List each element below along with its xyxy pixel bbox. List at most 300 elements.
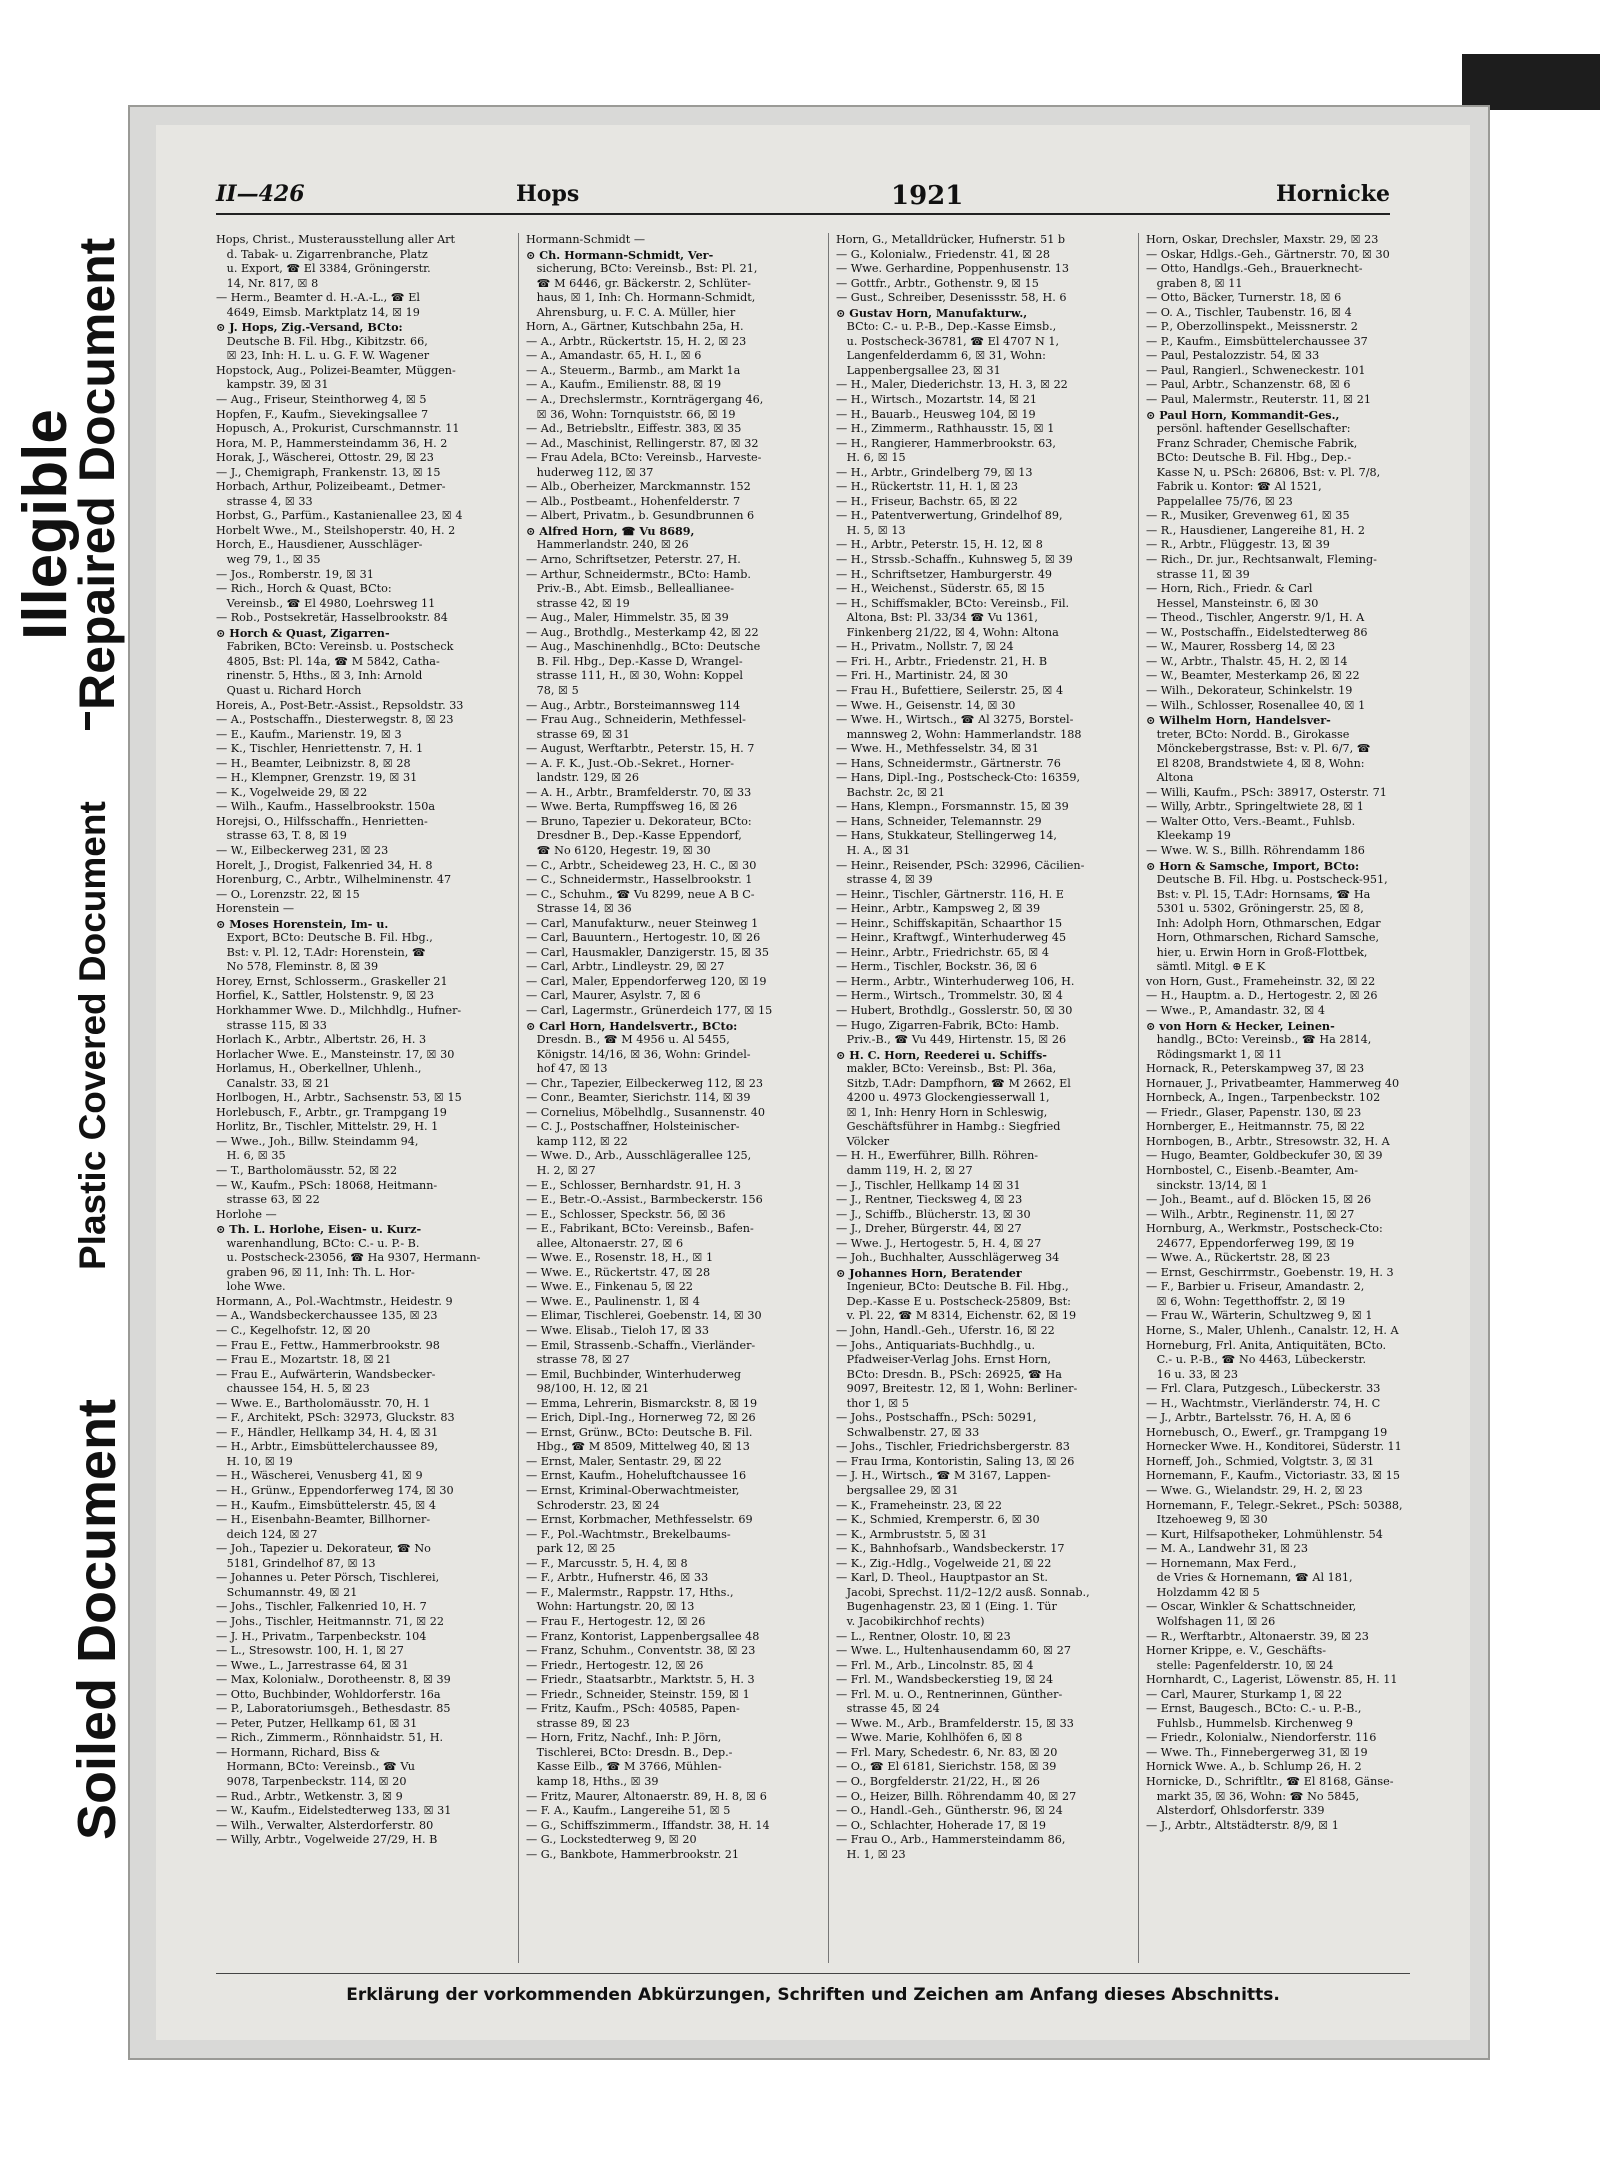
directory-entry: — R., Hausdiener, Langereihe 81, H. 2 [1146,523,1365,537]
directory-entry: — O., Heizer, Billh. Röhrendamm 40, ☒ 27 [836,1789,1077,1803]
directory-entry: — Wwe. E., Paulinenstr. 1, ☒ 4 [526,1294,700,1308]
directory-entry: lohe Wwe. [216,1280,286,1294]
directory-entry: Deutsche B. Fil. Hbg., Kibitzstr. 66, [216,334,428,348]
directory-entry: Hornemann, F., Telegr.-Sekret., PSch: 50388, [1146,1498,1403,1512]
directory-entry: — Bruno, Tapezier u. Dekorateur, BCto: [526,814,752,828]
directory-entry: park 12, ☒ 25 [526,1542,616,1556]
directory-entry: — Carl, Hausmakler, Danzigerstr. 15, ☒ 35 [526,945,769,959]
directory-entry: — H., Privatm., Nollstr. 7, ☒ 24 [836,640,1014,654]
directory-entry: ⊙ Horn & Samsche, Import, BCto: [1146,858,1360,873]
directory-entry: 4649, Eimsb. Marktplatz 14, ☒ 19 [216,305,420,319]
directory-entry: — O., Schlachter, Hoherade 17, ☒ 19 [836,1818,1046,1832]
directory-entry: Horner Krippe, e. V., Geschäfts- [1146,1644,1327,1658]
directory-entry: Sitzb, T.Adr: Dampfhorn, ☎ M 2662, El [836,1076,1071,1090]
directory-entry: — Wwe. H., Geisenstr. 14, ☒ 30 [836,698,1016,712]
directory-entry: — Arno, Schriftsetzer, Peterstr. 27, H. [526,553,741,567]
directory-entry: rinenstr. 5, Hths., ☒ 3, Inh: Arnold [216,669,423,683]
directory-entry: strasse 4, ☒ 39 [836,873,933,887]
directory-entry: — Frau Aug., Schneiderin, Methfessel- [526,713,746,727]
directory-entry: — Jos., Romberstr. 19, ☒ 31 [216,567,374,581]
directory-entry: Horelt, J., Drogist, Falkenried 34, H. 8 [216,858,433,872]
directory-entry: — Hans, Schneidermstr., Gärtnerstr. 76 [836,756,1061,770]
directory-entry: v. Pl. 22, ☎ M 8314, Eichenstr. 62, ☒ 19 [836,1309,1077,1323]
directory-entry: — T., Bartholomäusstr. 52, ☒ 22 [216,1164,398,1177]
directory-entry: Priv.-B., ☎ Vu 449, Hirtenstr. 15, ☒ 26 [836,1033,1067,1047]
directory-entry: Horlebusch, F., Arbtr., gr. Trampgang 19 [216,1105,447,1119]
directory-entry: — E., Schlosser, Bernhardstr. 91, H. 3 [526,1178,741,1192]
directory-entry: — Franz, Kontorist, Lappenbergsallee 48 [526,1629,760,1643]
directory-entry: — H., Friseur, Bachstr. 65, ☒ 22 [836,494,1018,508]
directory-entry: haus, ☒ 1, Inh: Ch. Hormann-Schmidt, [526,291,756,305]
directory-entry: — Ernst, Grünw., BCto: Deutsche B. Fil. [526,1425,753,1439]
directory-entry: — F., Arbtr., Hufnerstr. 46, ☒ 33 [526,1571,709,1585]
directory-entry: — Frl. M., Arb., Lincolnstr. 85, ☒ 4 [836,1658,1034,1672]
directory-entry: — H., Arbtr., Peterstr. 15, H. 12, ☒ 8 [836,538,1043,552]
directory-entry: — C., Kegelhofstr. 12, ☒ 20 [216,1324,371,1338]
directory-entry: H. 2, ☒ 27 [526,1164,596,1177]
directory-entry: — C., Arbtr., Scheideweg 23, H. C., ☒ 30 [526,858,757,872]
directory-entry: Strasse 14, ☒ 36 [526,902,632,916]
directory-entry: — O. A., Tischler, Taubenstr. 16, ☒ 4 [1146,305,1352,319]
directory-entry: Horenstein — [216,902,295,916]
directory-entry: — Paul, Pestalozzistr. 54, ☒ 33 [1146,349,1320,363]
directory-entry: Ingenieur, BCto: Deutsche B. Fil. Hbg., [836,1280,1069,1294]
directory-entry: Hopfen, F., Kaufm., Sievekingsallee 7 [216,407,429,421]
directory-entry: — Hans, Stukkateur, Stellingerweg 14, [836,829,1057,843]
directory-entry: — Ernst, Geschirrmstr., Goebenstr. 19, H. 3 [1146,1265,1394,1279]
directory-entry: — Kurt, Hilfsapotheker, Lohmühlenstr. 54 [1146,1527,1383,1541]
directory-entry: — Rich., Dr. jur., Rechtsanwalt, Fleming- [1146,553,1377,567]
directory-entry: — Wwe. J., Hertogestr. 5, H. 4, ☒ 27 [836,1236,1042,1250]
directory-entry: Bst: v. Pl. 12, T.Adr: Horenstein, ☎ [216,945,426,959]
directory-entry: Schroderstr. 23, ☒ 24 [526,1498,660,1512]
directory-entry: — Gottfr., Arbtr., Gothenstr. 9, ☒ 15 [836,276,1039,290]
directory-entry: — H., Schiffsmakler, BCto: Vereinsb., Fil. [836,596,1070,610]
directory-entry: warenhandlung, BCto: C.- u. P.- B. [216,1236,420,1250]
directory-entry: — Emil, Strassenb.-Schaffn., Vierländer- [526,1338,756,1352]
directory-entry: — Wilh., Kaufm., Hasselbrookstr. 150a [216,800,436,814]
directory-entry: H. 6, ☒ 15 [836,451,906,465]
directory-entry: thor 1, ☒ 5 [836,1396,909,1410]
directory-entry: Dep.-Kasse E u. Postscheck-25809, Bst: [836,1294,1071,1308]
directory-entry: ⊙ H. C. Horn, Reederei u. Schiffs- [836,1047,1047,1062]
directory-entry: Vereinsb., ☎ El 4980, Loehrsweg 11 [216,596,436,610]
directory-entry: — Wwe. E., Rosenstr. 18, H., ☒ 1 [526,1251,714,1265]
directory-entry: — W., Eilbeckerweg 231, ☒ 23 [216,843,389,857]
directory-entry: hier, u. Erwin Horn in Groß-Flottbek, [1146,945,1368,959]
directory-entry: allee, Altonaerstr. 27, ☒ 6 [526,1236,684,1250]
directory-entry: ⊙ Carl Horn, Handelsvertr., BCto: [526,1018,738,1033]
directory-entry: — A. F. K., Just.-Ob.-Sekret., Horner- [526,756,735,770]
directory-entry: — Emil, Buchbinder, Winterhuderweg [526,1367,742,1381]
directory-entry: — Aug., Brothdlg., Mesterkamp 42, ☒ 22 [526,625,759,639]
directory-entry: — Johs., Tischler, Falkenried 10, H. 7 [216,1600,427,1614]
directory-entry: strasse 4, ☒ 33 [216,494,313,508]
directory-entry: — Hormann, Richard, Biss & [216,1745,380,1759]
directory-entry: — G., Bankbote, Hammerbrookstr. 21 [526,1847,740,1861]
directory-entry: Dresdn. B., ☎ M 4956 u. Al 5455, [526,1033,730,1047]
directory-entry: — O., Borgfelderstr. 21/22, H., ☒ 26 [836,1774,1040,1788]
column-divider [828,233,829,1963]
directory-entry: Horey, Ernst, Schlosserm., Graskeller 21 [216,974,448,988]
directory-entry: — Rob., Postsekretär, Hasselbrookstr. 84 [216,611,448,625]
directory-entry: 9078, Tarpenbeckstr. 114, ☒ 20 [216,1774,407,1788]
directory-entry: — Joh., Buchhalter, Ausschlägerweg 34 [836,1251,1060,1265]
directory-entry: damm 119, H. 2, ☒ 27 [836,1164,973,1177]
directory-entry: — Willi, Kaufm., PSch: 38917, Osterstr. 71 [1146,785,1387,799]
directory-entry: — Carl, Maurer, Sturkamp 1, ☒ 22 [1146,1687,1343,1701]
directory-entry: Horneburg, Frl. Anita, Antiquitäten, BCto. [1146,1338,1387,1352]
directory-entry: landstr. 129, ☒ 26 [526,771,640,785]
directory-entry: Tischlerei, BCto: Dresdn. B., Dep.- [526,1745,733,1759]
directory-entry: ⊙ J. Hops, Zig.-Versand, BCto: [216,320,403,335]
directory-entry: — Herm., Beamter d. H.-A.-L., ☎ El [216,291,421,305]
directory-entry: — Frau Adela, BCto: Vereinsb., Harveste- [526,451,762,465]
directory-entry: — K., Zig.-Hdlg., Vogelweide 21, ☒ 22 [836,1556,1052,1570]
directory-entry: de Vries & Hornemann, ☎ Al 181, [1146,1571,1353,1585]
directory-entry: — H., Kaufm., Eimsbüttelerstr. 45, ☒ 4 [216,1498,436,1512]
directory-entry: — Herm., Tischler, Bockstr. 36, ☒ 6 [836,960,1037,974]
directory-entry: Hessel, Mansteinstr. 6, ☒ 30 [1146,596,1319,610]
directory-entry: — H., Wäscherei, Venusberg 41, ☒ 9 [216,1469,423,1483]
directory-entry: — J., Arbtr., Bartelsstr. 76, H. A, ☒ 6 [1146,1411,1352,1425]
directory-entry: — F., Architekt, PSch: 32973, Gluckstr. 83 [216,1411,455,1425]
directory-entry: — Fritz, Kaufm., PSch: 40585, Papen- [526,1702,740,1716]
directory-entry: — Otto, Bäcker, Turnerstr. 18, ☒ 6 [1146,291,1342,305]
directory-entry: 98/100, H. 12, ☒ 21 [526,1382,650,1396]
header-first-name: Hops [516,181,580,207]
directory-entry: graben 8, ☒ 11 [1146,276,1243,290]
label-plastic-covered-document: Plastic Covered Document [72,801,113,1270]
directory-entry: strasse 115, ☒ 33 [216,1018,327,1032]
directory-entry: BCto: Dresdn. B., PSch: 26925, ☎ Ha [836,1367,1062,1381]
directory-entry: persönl. haftender Gesellschafter: [1146,422,1351,436]
directory-entry: — Karl, D. Theol., Hauptpastor an St. [836,1571,1048,1585]
directory-entry: — Gust., Schreiber, Desenissstr. 58, H. 6 [836,291,1067,305]
directory-entry: Pfadweiser-Verlag Johs. Ernst Horn, [836,1353,1051,1367]
directory-entry: Itzehoeweg 9, ☒ 30 [1146,1513,1268,1527]
directory-entry: u. Postscheck-36781, ☎ El 4707 N 1, [836,334,1060,348]
directory-entry: Fuhlsb., Hummelsb. Kirchenweg 9 [1146,1716,1353,1730]
directory-entry: sinckstr. 13/14, ☒ 1 [1146,1178,1268,1192]
directory-entry: — H., Wachtmstr., Vierländerstr. 74, H. C [1146,1396,1381,1410]
directory-entry: — John, Handl.-Geh., Uferstr. 16, ☒ 22 [836,1324,1055,1338]
directory-entry: — Cornelius, Möbelhdlg., Susannenstr. 40 [526,1105,765,1119]
directory-entry: kamp 18, Hths., ☒ 39 [526,1774,659,1788]
directory-entry: Kasse Eilb., ☎ M 3766, Mühlen- [526,1760,722,1774]
directory-entry: Hopstock, Aug., Polizei-Beamter, Müggen- [216,363,456,377]
directory-entry: ⊙ Johannes Horn, Beratender [836,1265,1022,1280]
directory-entry: — H., Bauarb., Heusweg 104, ☒ 19 [836,407,1036,421]
directory-entry: — F., Händler, Hellkamp 34, H. 4, ☒ 31 [216,1425,439,1439]
directory-entry: — K., Vogelweide 29, ☒ 22 [216,785,368,799]
directory-entry: — H., Grünw., Eppendorferweg 174, ☒ 30 [216,1484,454,1498]
column-4 [1146,233,1441,1963]
directory-entry: — Wwe. G., Wielandstr. 29, H. 2, ☒ 23 [1146,1484,1363,1498]
directory-entry: — Frau E., Mozartstr. 18, ☒ 21 [216,1353,392,1367]
directory-entry: — O., Handl.-Geh., Güntherstr. 96, ☒ 24 [836,1804,1063,1818]
directory-entry: — Carl, Arbtr., Lindleystr. 29, ☒ 27 [526,960,725,974]
directory-entry: ☒ 1, Inh: Henry Horn in Schleswig, [836,1105,1048,1119]
directory-entry: — Wilh., Verwalter, Alsterdorferstr. 80 [216,1818,434,1832]
directory-entry: huderweg 112, ☒ 37 [526,465,654,479]
directory-entry: strasse 89, ☒ 23 [526,1716,630,1730]
directory-entry: 24677, Eppendorferweg 199, ☒ 19 [1146,1236,1355,1250]
directory-entry: — Alb., Oberheizer, Marckmannstr. 152 [526,480,751,494]
directory-entry: — Wilh., Schlosser, Rosenallee 40, ☒ 1 [1146,698,1366,712]
page-header [216,177,1390,215]
directory-entry: — E., Kaufm., Marienstr. 19, ☒ 3 [216,727,402,741]
directory-entry: — Herm., Arbtr., Winterhuderweg 106, H. [836,974,1075,988]
directory-entry: — Friedr., Glaser, Papenstr. 130, ☒ 23 [1146,1105,1362,1119]
directory-entry: Quast u. Richard Horch [216,683,362,697]
directory-entry: — H., Wirtsch., Mozartstr. 14, ☒ 21 [836,393,1038,407]
directory-entry: ⊙ von Horn & Hecker, Leinen- [1146,1018,1335,1033]
directory-entry: Horlach K., Arbtr., Albertstr. 26, H. 3 [216,1033,427,1047]
directory-entry: Horbst, G., Parfüm., Kastanienallee 23, ☒ 4 [216,509,463,523]
directory-entry: sämtl. Mitgl. ⊕ E K [1146,960,1266,974]
directory-entry: — Wwe. E., Rückertstr. 47, ☒ 28 [526,1265,711,1279]
directory-entry: — H., Maler, Diederichstr. 13, H. 3, ☒ 22 [836,378,1068,392]
directory-columns [216,233,1410,1963]
directory-entry: — H., Klempner, Grenzstr. 19, ☒ 31 [216,771,418,785]
directory-entry: — Johs., Tischler, Heitmannstr. 71, ☒ 22 [216,1614,445,1628]
directory-entry: Horn, A., Gärtner, Kutschbahn 25a, H. [526,320,744,334]
directory-entry: — Hans, Dipl.-Ing., Postscheck-Cto: 16359, [836,771,1081,785]
directory-entry: — Willy, Arbtr., Vogelweide 27/29, H. B [216,1833,438,1847]
directory-entry: Horn, Othmarschen, Richard Samsche, [1146,931,1380,945]
directory-entry: — F., Malermstr., Rappstr. 17, Hths., [526,1585,734,1599]
directory-entry: — Frau W., Wärterin, Schultzweg 9, ☒ 1 [1146,1309,1373,1323]
directory-entry: — Friedr., Schneider, Steinstr. 159, ☒ 1 [526,1687,750,1701]
directory-entry: — Arthur, Schneidermstr., BCto: Hamb. [526,567,751,581]
directory-entry: — Carl, Manufakturw., neuer Steinweg 1 [526,916,759,930]
header-last-name: Hornicke [1275,181,1390,207]
directory-entry: 5181, Grindelhof 87, ☒ 13 [216,1556,376,1570]
directory-entry: — Hans, Schneider, Telemannstr. 29 [836,814,1042,828]
directory-entry: — Erich, Dipl.-Ing., Hornerweg 72, ☒ 26 [526,1411,756,1425]
directory-entry: — A., Steuerm., Barmb., am Markt 1a [526,363,741,377]
directory-entry: — Wwe. L., Hultenhausendamm 60, ☒ 27 [836,1644,1071,1658]
directory-entry: — H., Zimmerm., Rathhausstr. 15, ☒ 1 [836,422,1055,436]
directory-entry: BCto: Deutsche B. Fil. Hbg., Dep.- [1146,451,1352,465]
directory-entry: strasse 78, ☒ 27 [526,1353,630,1367]
directory-entry: strasse 63, ☒ 22 [216,1193,320,1207]
directory-entry: — J., Dreher, Bürgerstr. 44, ☒ 27 [836,1222,1022,1236]
column-3 [836,233,1131,1963]
directory-entry: Horbelt Wwe., M., Steilshoperstr. 40, H. 2 [216,523,456,537]
directory-entry: Alsterdorf, Ohlsdorferstr. 339 [1146,1804,1325,1818]
directory-entry: — H., Hauptm. a. D., Hertogestr. 2, ☒ 26 [1146,989,1378,1003]
directory-entry: stelle: Pagenfelderstr. 10, ☒ 24 [1146,1658,1334,1672]
directory-entry: Hbg., ☎ M 8509, Mittelweg 40, ☒ 13 [526,1440,750,1454]
directory-entry: — F., Barbier u. Friseur, Amandastr. 2, [1146,1280,1365,1294]
directory-entry: — J., Schiffb., Blücherstr. 13, ☒ 30 [836,1207,1031,1221]
directory-entry: — Aug., Maler, Himmelstr. 35, ☒ 39 [526,611,729,625]
directory-entry: Bachstr. 2c, ☒ 21 [836,785,945,799]
directory-entry: — Wwe. Marie, Kohlhöfen 6, ☒ 8 [836,1731,1023,1745]
directory-entry: — M. A., Landwehr 31, ☒ 23 [1146,1542,1309,1556]
directory-entry: — Ad., Betriebsltr., Eiffestr. 383, ☒ 35 [526,422,742,436]
column-divider [1138,233,1139,1963]
directory-entry: strasse 111, H., ☒ 30, Wohn: Koppel [526,669,743,683]
directory-entry: — Franz, Schuhm., Conventstr. 38, ☒ 23 [526,1644,756,1658]
directory-entry: — Conr., Beamter, Sierichstr. 114, ☒ 39 [526,1091,751,1105]
directory-entry: strasse 69, ☒ 31 [526,727,630,741]
directory-entry: Lappenbergsallee 23, ☒ 31 [836,363,1001,377]
directory-entry: — Theod., Tischler, Angerstr. 9/1, H. A [1146,611,1365,625]
directory-entry: ⊙ Ch. Hormann-Schmidt, Ver- [526,247,714,262]
directory-entry: — E., Fabrikant, BCto: Vereinsb., Bafen- [526,1222,754,1236]
directory-entry: — W., Arbtr., Thalstr. 45, H. 2, ☒ 14 [1146,654,1348,668]
directory-entry: — Heinr., Kraftwgf., Winterhuderweg 45 [836,931,1067,945]
directory-entry: — O., ☎ El 6181, Sierichstr. 158, ☒ 39 [836,1760,1057,1774]
directory-entry: — Rich., Horch & Quast, BCto: [216,582,392,596]
directory-entry: ☒ 6, Wohn: Tegetthoffstr. 2, ☒ 19 [1146,1294,1346,1308]
directory-entry: — Max, Kolonialw., Dorotheenstr. 8, ☒ 39 [216,1673,451,1687]
directory-entry: Kleekamp 19 [1146,829,1231,843]
directory-entry: — Johs., Postschaffn., PSch: 50291, [836,1411,1037,1425]
directory-entry: — Ernst, Kaufm., Hoheluftchaussee 16 [526,1469,747,1483]
directory-entry: Canalstr. 33, ☒ 21 [216,1076,330,1090]
directory-entry: Schwalbenstr. 27, ☒ 33 [836,1425,980,1439]
directory-entry: — K., Schmied, Kremperstr. 6, ☒ 30 [836,1513,1040,1527]
directory-entry: Hornhardt, C., Lagerist, Löwenstr. 85, H. 11 [1146,1673,1398,1687]
directory-entry: u. Export, ☎ El 3384, Gröningerstr. [216,262,431,276]
directory-entry: — Frau Irma, Kontoristin, Saling 13, ☒ 26 [836,1454,1075,1468]
directory-entry: Bst: v. Pl. 15, T.Adr: Hornsams, ☎ Ha [1146,887,1371,901]
scan-dark-corner [1462,54,1600,110]
directory-entry: — R., Arbtr., Flüggestr. 13, ☒ 39 [1146,538,1330,552]
directory-entry: handlg., BCto: Vereinsb., ☎ Ha 2814, [1146,1033,1372,1047]
directory-entry: Hornick Wwe. A., b. Schlump 26, H. 2 [1146,1760,1362,1774]
directory-entry: — Wwe., Joh., Billw. Steindamm 94, [216,1134,419,1148]
directory-entry: Horlitz, Br., Tischler, Mittelstr. 29, H. 1 [216,1120,439,1134]
directory-entry: Fabrik u. Kontor: ☎ Al 1521, [1146,480,1322,494]
directory-entry: — Chr., Tapezier, Eilbeckerweg 112, ☒ 23 [526,1076,763,1090]
directory-entry: — H., Arbtr., Eimsbüttelerchaussee 89, [216,1440,439,1454]
directory-entry: v. Jacobikirchhof rechts) [836,1614,985,1628]
footer-rule [216,1973,1410,1974]
directory-entry: — Heinr., Arbtr., Kampsweg 2, ☒ 39 [836,902,1041,916]
directory-entry: BCto: C.- u. P.-B., Dep.-Kasse Eimsb., [836,320,1057,334]
directory-entry: kampstr. 39, ☒ 31 [216,378,329,392]
directory-entry: Altona [1146,771,1194,785]
directory-entry: Hornemann, F., Kaufm., Victoriastr. 33, ☒ 15 [1146,1469,1400,1483]
directory-entry: ⊙ Gustav Horn, Manufakturw., [836,305,1028,320]
directory-entry: — Paul, Rangierl., Schweneckestr. 101 [1146,363,1366,377]
directory-entry: Horn, Oskar, Drechsler, Maxstr. 29, ☒ 23 [1146,233,1379,246]
directory-entry: — H., Beamter, Leibnizstr. 8, ☒ 28 [216,756,411,770]
directory-entry: u. Postscheck-23056, ☎ Ha 9307, Hermann- [216,1251,481,1265]
directory-entry: weg 79, 1., ☒ 35 [216,553,321,567]
directory-entry: — L., Rentner, Olostr. 10, ☒ 23 [836,1629,1011,1643]
directory-entry: — L., Stresowstr. 100, H. 1, ☒ 27 [216,1644,404,1658]
directory-entry: d. Tabak- u. Zigarrenbranche, Platz [216,247,428,261]
label-soiled-document: Soiled Document [67,1398,127,1840]
label-illegible: Illegible [11,409,80,640]
directory-entry: — E., Betr.-O.-Assist., Barmbeckerstr. 156 [526,1193,763,1207]
directory-entry: — A., Kaufm., Emilienstr. 88, ☒ 19 [526,378,722,392]
directory-entry: — A., Wandsbeckerchaussee 135, ☒ 23 [216,1309,438,1323]
directory-entry: — J., Tischler, Hellkamp 14 ☒ 31 [836,1178,1021,1192]
directory-entry: — Johannes u. Peter Pörsch, Tischlerei, [216,1571,440,1585]
directory-entry: kamp 112, ☒ 22 [526,1134,628,1148]
header-year: 1921 [891,181,964,211]
directory-entry: — Elimar, Tischlerei, Goebenstr. 14, ☒ 30 [526,1309,762,1323]
directory-entry: — G., Kolonialw., Friedenstr. 41, ☒ 28 [836,247,1050,261]
directory-entry: — Joh., Beamt., auf d. Blöcken 15, ☒ 26 [1146,1193,1372,1207]
directory-entry: — E., Schlosser, Speckstr. 56, ☒ 36 [526,1207,726,1221]
directory-entry: — J. H., Wirtsch., ☎ M 3167, Lappen- [836,1469,1051,1483]
directory-entry: strasse 42, ☒ 19 [526,596,630,610]
directory-entry: — H. H., Ewerführer, Billh. Röhren- [836,1149,1039,1163]
directory-entry: Langenfelderdamm 6, ☒ 31, Wohn: [836,349,1046,363]
directory-entry: bergsallee 29, ☒ 31 [836,1484,959,1498]
directory-entry: Ahrensburg, u. F. C. A. Müller, hier [526,305,736,319]
directory-entry: treter, BCto: Nordd. B., Girokasse [1146,727,1350,741]
directory-entry: — W., Postschaffn., Eidelstedterweg 86 [1146,625,1368,639]
directory-entry: Hornbostel, C., Eisenb.-Beamter, Am- [1146,1164,1359,1177]
directory-entry: — Alb., Postbeamt., Hohenfelderstr. 7 [526,494,741,508]
directory-entry: H. A., ☒ 31 [836,843,911,857]
directory-entry: — Wwe. Elisab., Tieloh 17, ☒ 33 [526,1324,710,1338]
directory-entry: — Paul, Arbtr., Schanzenstr. 68, ☒ 6 [1146,378,1351,392]
directory-entry: — Frau E., Aufwärterin, Wandsbecker- [216,1367,436,1381]
directory-entry: — Heinr., Schiffskapitän, Schaarthor 15 [836,916,1063,930]
page-number: II—426 [216,181,305,207]
directory-entry: — Carl, Maler, Eppendorferweg 120, ☒ 19 [526,974,767,988]
column-2 [526,233,821,1963]
directory-entry: Hammerlandstr. 240, ☒ 26 [526,538,689,552]
directory-entry: H. 6, ☒ 35 [216,1149,286,1163]
directory-entry: Horch, E., Hausdiener, Ausschläger- [216,538,423,552]
directory-entry: Kasse N, u. PSch: 26806, Bst: v. Pl. 7/8, [1146,465,1381,479]
directory-entry: strasse 45, ☒ 24 [836,1702,940,1716]
directory-entry: — A., Amandastr. 65, H. I., ☒ 6 [526,349,702,363]
directory-entry: — P., Kaufm., Eimsbüttelerchaussee 37 [1146,334,1368,348]
directory-entry: — R., Werftarbtr., Altonaerstr. 39, ☒ 23 [1146,1629,1369,1643]
directory-entry: — Ernst, Kriminal-Oberwachtmeister, [526,1484,740,1498]
directory-entry: Hopusch, A., Prokurist, Curschmannstr. 11 [216,422,460,436]
directory-entry: — Friedr., Hertogestr. 12, ☒ 26 [526,1658,704,1672]
directory-entry: — J., Rentner, Tiecksweg 4, ☒ 23 [836,1193,1023,1207]
directory-entry: ☒ 23, Inh: H. L. u. G. F. W. Wagener [216,349,430,363]
directory-entry: — Otto, Handlgs.-Geh., Brauerknecht- [1146,262,1363,276]
directory-entry: — K., Frameheinstr. 23, ☒ 22 [836,1498,1003,1512]
directory-entry: makler, BCto: Vereinsb., Bst: Pl. 36a, [836,1062,1057,1076]
directory-entry: 14, Nr. 817, ☒ 8 [216,276,319,290]
directory-entry: Horfiel, K., Sattler, Holstenstr. 9, ☒ 23 [216,989,435,1003]
directory-entry: Hornauer, J., Privatbeamter, Hammerweg 40 [1146,1076,1400,1090]
directory-entry: Hornicke, D., Schriftltr., ☎ El 8168, Gänse- [1146,1774,1394,1788]
directory-entry: — Horn, Fritz, Nachf., Inh: P. Jörn, [526,1731,722,1745]
directory-entry: — Carl, Maurer, Asylstr. 7, ☒ 6 [526,989,701,1003]
directory-page [128,105,1490,2060]
directory-entry: — Ad., Maschinist, Rellingerstr. 87, ☒ 32 [526,436,759,450]
directory-entry: — Hornemann, Max Ferd., [1146,1556,1297,1570]
directory-entry: — Wwe. H., Methfesselstr. 34, ☒ 31 [836,742,1039,756]
directory-entry: H. 1, ☒ 23 [836,1847,906,1861]
directory-entry: mannsweg 2, Wohn: Hammerlandstr. 188 [836,727,1082,741]
directory-entry: El 8208, Brandstwiete 4, ☒ 8, Wohn: [1146,756,1365,770]
directory-entry: — Wilh., Dekorateur, Schinkelstr. 19 [1146,683,1353,697]
directory-entry: — August, Werftarbtr., Peterstr. 15, H. 7 [526,742,755,756]
directory-entry: — Willy, Arbtr., Springeltwiete 28, ☒ 1 [1146,800,1364,814]
directory-entry: H. 5, ☒ 13 [836,523,906,537]
directory-entry: — Heinr., Reisender, PSch: 32996, Cäcilien- [836,858,1085,872]
directory-entry: — Wwe. E., Finkenau 5, ☒ 22 [526,1280,694,1294]
